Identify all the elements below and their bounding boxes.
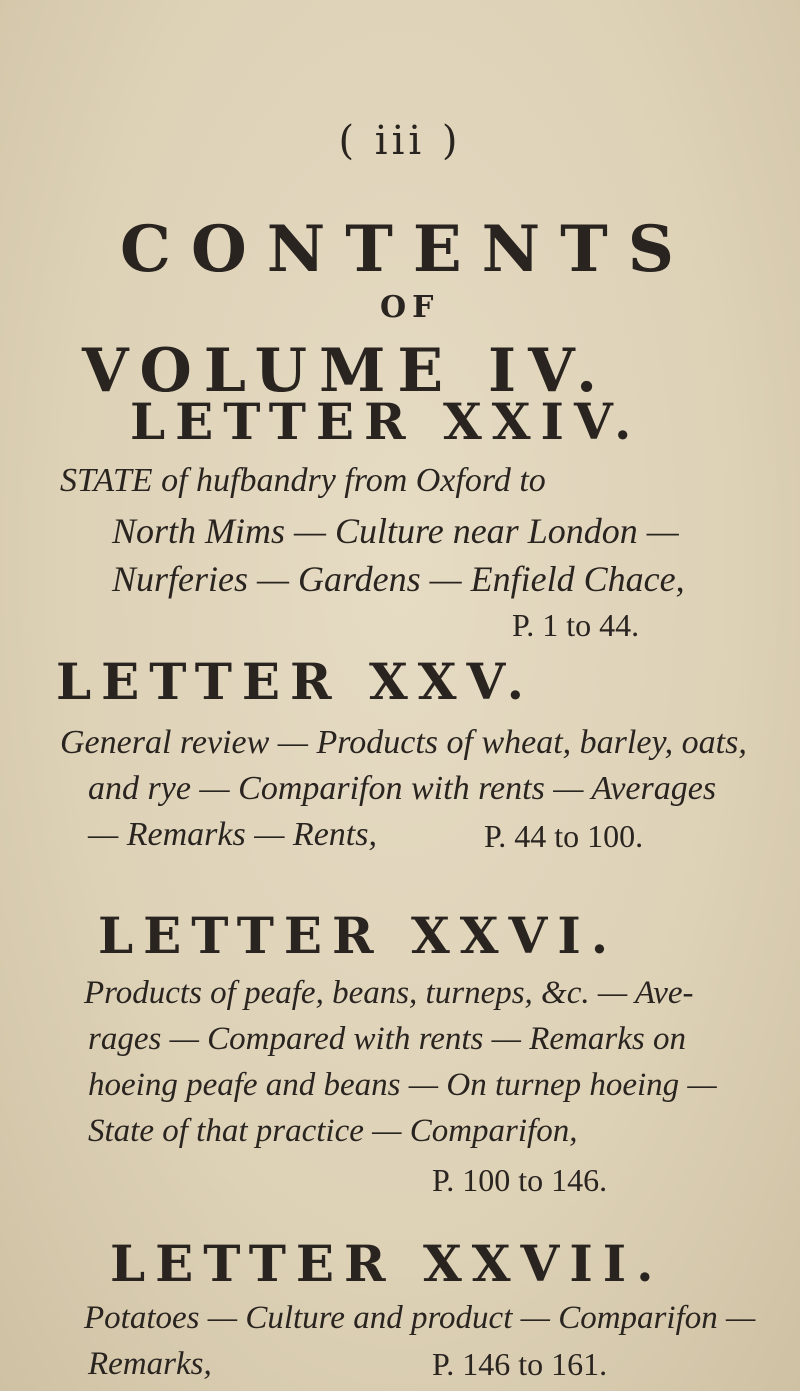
entry-line: STATE of hufbandry from Oxford to	[60, 462, 546, 499]
page-range: P. 1 to 44.	[512, 607, 640, 643]
letter-heading: LETTER XXV.	[56, 652, 535, 711]
entry-line: rages — Compared with rents — Remarks on	[88, 1021, 686, 1057]
page-folio: ( iii )	[338, 118, 462, 164]
letter-heading: LETTER XXVI.	[98, 906, 619, 965]
entry-line: Products of peafe, beans, turneps, &c. — Ave-	[84, 975, 694, 1011]
entry-line: — Remarks — Rents,	[88, 816, 377, 853]
entry-line: and rye — Comparifon with rents — Averages	[88, 770, 717, 807]
letter-heading: LETTER XXVII.	[110, 1234, 664, 1293]
page-range: P. 100 to 146.	[432, 1162, 608, 1198]
letter-heading: LETTER XXIV.	[130, 392, 642, 451]
entry-line: State of that practice — Comparifon,	[88, 1113, 578, 1149]
of-word: OF	[380, 290, 440, 325]
volume-title: VOLUME IV.	[82, 336, 610, 406]
entry-line: North Mims — Culture near London —	[112, 511, 679, 551]
contents-title: CONTENTS	[120, 212, 694, 287]
entry-line: General review — Products of wheat, barley, oats,	[60, 724, 747, 761]
page-range: P. 44 to 100.	[484, 818, 644, 854]
entry-line: Potatoes — Culture and product — Comparifon —	[84, 1300, 756, 1336]
entry-line: hoeing peafe and beans — On turnep hoeing —	[88, 1067, 717, 1103]
entry-line: Nurferies — Gardens — Enfield Chace,	[112, 559, 685, 599]
entry-line: Remarks,	[88, 1346, 212, 1382]
page-range: P. 146 to 161.	[432, 1346, 608, 1382]
